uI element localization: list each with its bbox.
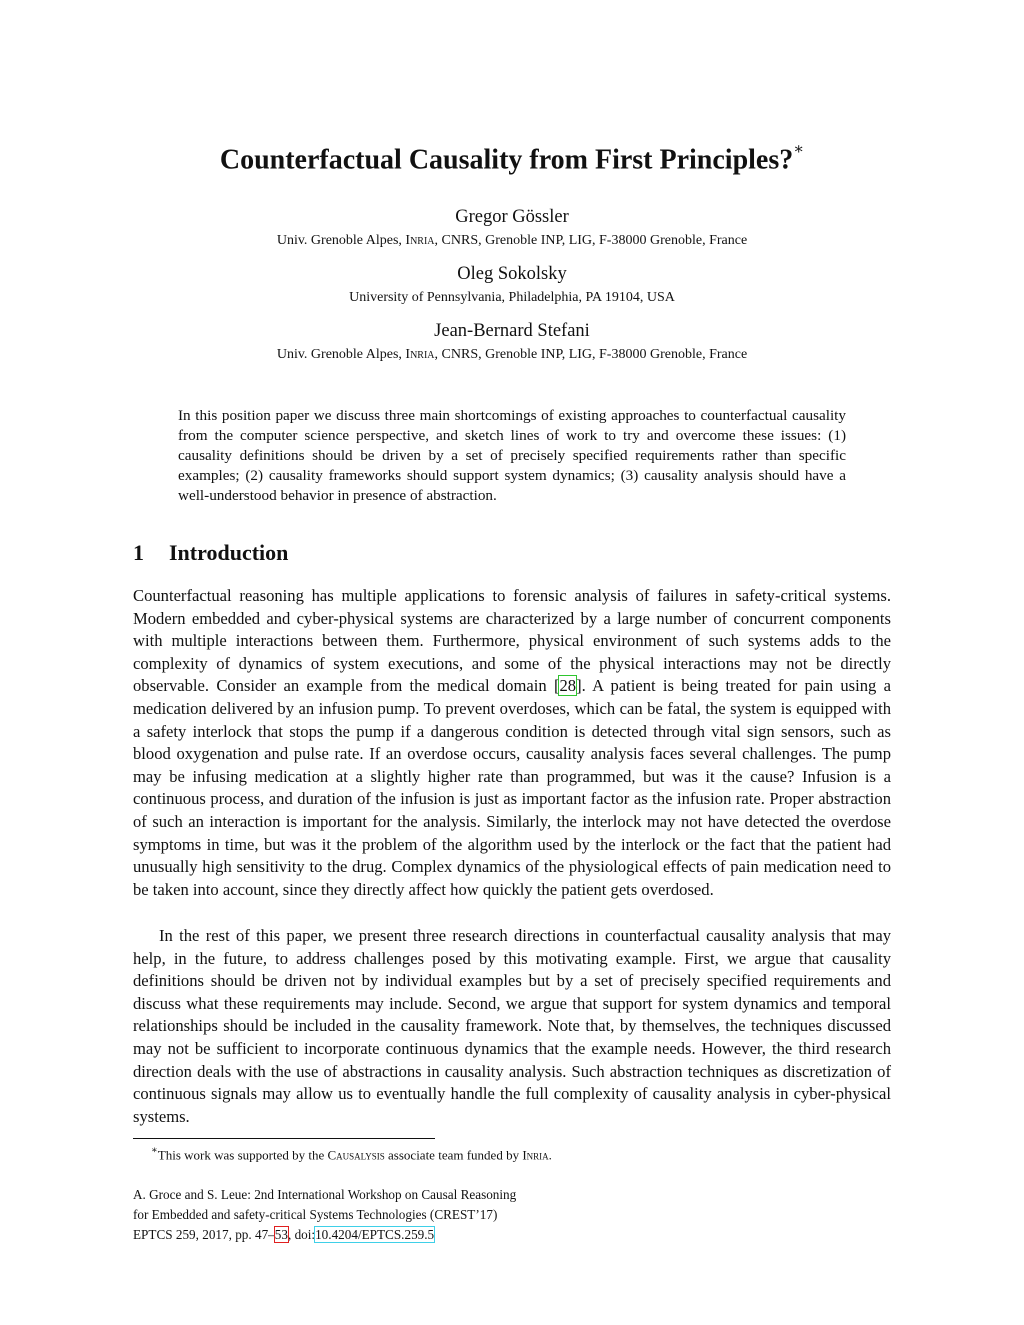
paragraph-text: Counterfactual reasoning has multiple applications to forensic analysis of failures in safety-critical systems. Modern embedded and cyber-physical systems are characterized by a large number of concurrent components with multiple interactions between them. Furthermore, physical environment of such systems adds to the complexity of dynamics of system executions, and some of the physical interactions may not be directly observable. Consider an example from the medical domain [ [133, 586, 891, 696]
publication-info [133, 1185, 516, 1245]
pubinfo-text: EPTCS 259, 2017, pp. 47– [133, 1227, 275, 1242]
author-name: Gregor Gössler [455, 207, 569, 227]
paragraph-text: ]. A patient is being treated for pain using a medication delivered by an infusion pump. To prevent overdoses, which can be fatal, the system is equipped with a safety interlock that stops the pump if a dangerous condition is detected through vital sign sensors, such as blood oxygenation and pulse rate. If an overdose occurs, causality analysis faces several challenges. The pump may be infusing medication at a slightly higher rate than programmed, but was it the cause? Infusion is a continuous process, and duration of the infusion is just as important factor as the infusion rate. Proper abstraction of such an interaction is important for the analysis. Similarly, the interlock may not have detected the overdose symptoms in time, but was it the problem of the algorithm used by the interlock or the fact that the patient had unusually high sensitivity to the drug. Complex dynamics of the physiological effects of pain medication need to be taken into account, since they directly affect how quickly the patient gets overdosed. [133, 676, 891, 899]
affiliation-part: , CNRS, Grenoble INP, LIG, F-38000 Grenoble, France [434, 347, 748, 362]
affiliation-part: , CNRS, Grenoble INP, LIG, F-38000 Grenoble, France [434, 233, 748, 248]
author-affiliation [0, 232, 1024, 250]
author-affiliation [0, 346, 1024, 364]
author-name: Jean-Bernard Stefani [434, 321, 590, 341]
footnote-text: associate team funded by [384, 1147, 523, 1163]
paper-title [0, 136, 1024, 178]
citation-link[interactable]: 28 [559, 676, 577, 696]
pubinfo-line-2: for Embedded and safety-critical Systems Technologies (CREST’17) [133, 1207, 498, 1222]
pubinfo-line-3 [133, 1225, 516, 1245]
footnote-text: . [548, 1147, 552, 1163]
footnote [151, 1143, 552, 1164]
author-name: Oleg Sokolsky [457, 264, 567, 284]
footnote-text: This work was supported by the [157, 1147, 328, 1163]
footnote-inria: Inria [522, 1147, 549, 1163]
affiliation-inria: Inria [405, 347, 435, 362]
doi-link[interactable]: 10.4204/EPTCS.259.5 [315, 1227, 435, 1242]
affiliation-part: Univ. Grenoble Alpes, [276, 233, 406, 248]
author-block-1 [0, 205, 1024, 250]
affiliation-part: Univ. Grenoble Alpes, [276, 347, 406, 362]
intro-paragraph-1 [133, 585, 891, 901]
affiliation-inria: Inria [405, 233, 435, 248]
section-title: Introduction [169, 540, 289, 565]
paper-title-text: Counterfactual Causality from First Principles? [219, 144, 794, 176]
abstract: In this position paper we discuss three main shortcomings of existing approaches to counterfactual causality from the computer science perspective, and sketch lines of work to try and overcome these issues: (1) causality definitions should be driven by a set of precisely specified requirements rather than specific examples; (2) causality frameworks should support system dynamics; (3) causality analysis should have a well-understood behavior in presence of abstraction. [178, 407, 846, 504]
pubinfo-line-1: A. Groce and S. Leue: 2nd International Workshop on Causal Reasoning [133, 1187, 517, 1202]
intro-paragraph-2: In the rest of this paper, we present three research directions in counterfactual causality analysis that may help, in the future, to address challenges posed by this motivating example. First, we argue that causality definitions should be driven not by individual examples but by a set of precisely specified requirements and discuss what these requirements may include. Second, we argue that support for system dynamics and temporal relationships should be included in the causality framework. Note that, by themselves, the techniques discussed may not be sufficient to incorporate continuous dynamics that the example needs. However, the third research direction deals with the use of abstractions in causality analysis. Such abstraction techniques as discretization of continuous signals may allow us to eventually handle the full complexity of causality analysis in cyber-physical systems. [133, 926, 891, 1126]
last-page-link[interactable]: 53 [274, 1227, 288, 1242]
footnote-mark: ∗ [151, 1145, 158, 1156]
footnote-rule [133, 1138, 435, 1139]
author-block-3 [0, 319, 1024, 364]
title-footnote-mark[interactable]: ∗ [793, 141, 805, 158]
author-block-2 [0, 262, 1024, 307]
section-heading [133, 538, 288, 568]
section-number: 1 [133, 540, 144, 565]
footnote-causalysis: Causalysis [327, 1147, 385, 1163]
author-affiliation: University of Pennsylvania, Philadelphia, PA 19104, USA [349, 290, 675, 305]
pubinfo-text: , doi: [287, 1227, 316, 1242]
